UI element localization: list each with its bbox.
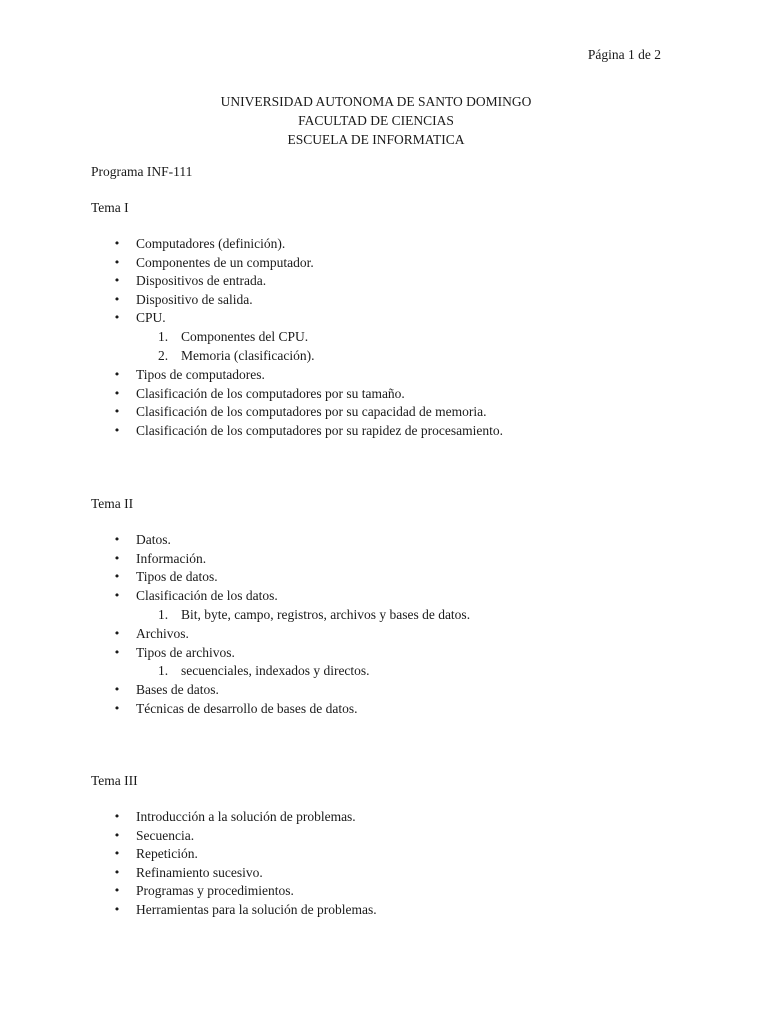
tema-2-title: Tema II: [91, 496, 134, 511]
bullet-icon: •: [113, 551, 121, 565]
bullet-icon: •: [113, 902, 121, 916]
list-item: • Tipos de computadores.: [91, 366, 503, 385]
faculty-name: FACULTAD DE CIENCIAS: [298, 113, 454, 128]
tema-3-list: [91, 808, 377, 920]
list-item: • Refinamiento sucesivo.: [91, 864, 377, 883]
bullet-icon: •: [113, 255, 121, 269]
list-item: • Archivos.: [91, 625, 235, 644]
tema-1-list-continued: [91, 366, 503, 440]
tema-2-list-end: [91, 681, 358, 718]
list-item: • Repetición.: [91, 845, 377, 864]
sublist-item: 1. Componentes del CPU.: [158, 329, 309, 344]
bullet-icon: •: [113, 847, 121, 861]
list-item: • Computadores (definición).: [91, 235, 314, 254]
university-name: UNIVERSIDAD AUTONOMA DE SANTO DOMINGO: [220, 94, 532, 109]
sublist-item: 1. Bit, byte, campo, registros, archivos y bases de datos.: [158, 607, 471, 622]
bullet-icon: •: [113, 237, 121, 250]
bullet-icon: •: [113, 865, 121, 879]
bullet-icon: •: [113, 405, 121, 419]
sublist-item: 1. secuenciales, indexados y directos.: [158, 663, 370, 678]
tema-1-list: [91, 235, 314, 328]
school-name: ESCUELA DE INFORMATICA: [287, 132, 465, 147]
bullet-icon: •: [113, 292, 121, 306]
list-item: • Secuencia.: [91, 827, 377, 846]
list-item: • Clasificación de los computadores por su capacidad de memoria.: [91, 403, 503, 422]
tema-3-title: Tema III: [91, 773, 138, 788]
bullet-icon: •: [113, 701, 121, 715]
list-item: • Técnicas de desarrollo de bases de datos.: [91, 700, 358, 719]
list-item: • Dispositivo de salida.: [91, 291, 314, 310]
bullet-icon: •: [113, 884, 121, 898]
tema-2-list: [91, 531, 278, 605]
bullet-icon: •: [113, 570, 121, 584]
clasificacion-sublist: [91, 606, 470, 625]
program-title: Programa INF-111: [91, 164, 193, 179]
bullet-icon: •: [113, 274, 121, 288]
bullet-icon: •: [113, 627, 121, 640]
list-item: • Clasificación de los computadores por su rapidez de procesamiento.: [91, 422, 503, 441]
list-item: • Introducción a la solución de problemas.: [91, 808, 377, 827]
list-item: • Información.: [91, 550, 278, 569]
tema-2-list-continued: [91, 625, 235, 662]
list-item: • Componentes de un computador.: [91, 254, 314, 273]
list-item: • Clasificación de los computadores por su tamaño.: [91, 385, 503, 404]
bullet-icon: •: [113, 683, 121, 696]
sublist-item: 2. Memoria (clasificación).: [158, 347, 315, 363]
list-item: • Programas y procedimientos.: [91, 882, 377, 901]
bullet-icon: •: [113, 423, 121, 437]
list-item: • Herramientas para la solución de problemas.: [91, 901, 377, 920]
list-item: • Clasificación de los datos.: [91, 587, 278, 606]
bullet-icon: •: [113, 386, 121, 400]
document-header: [0, 92, 752, 149]
page-number: Página 1 de 2: [587, 47, 661, 62]
tipos-archivos-sublist: [91, 662, 370, 681]
list-item: • CPU.: [91, 309, 314, 328]
bullet-icon: •: [113, 311, 121, 325]
tema-1-title: Tema I: [91, 200, 129, 215]
list-item: • Dispositivos de entrada.: [91, 272, 314, 291]
list-item: • Tipos de archivos.: [91, 644, 235, 663]
list-item: • Tipos de datos.: [91, 568, 278, 587]
bullet-icon: •: [113, 588, 121, 602]
bullet-icon: •: [113, 828, 121, 842]
bullet-icon: •: [113, 645, 121, 659]
list-item: • Datos.: [91, 531, 278, 550]
cpu-sublist: [91, 328, 314, 365]
bullet-icon: •: [113, 368, 121, 381]
list-item: • Bases de datos.: [91, 681, 358, 700]
bullet-icon: •: [113, 810, 121, 823]
bullet-icon: •: [113, 533, 121, 546]
